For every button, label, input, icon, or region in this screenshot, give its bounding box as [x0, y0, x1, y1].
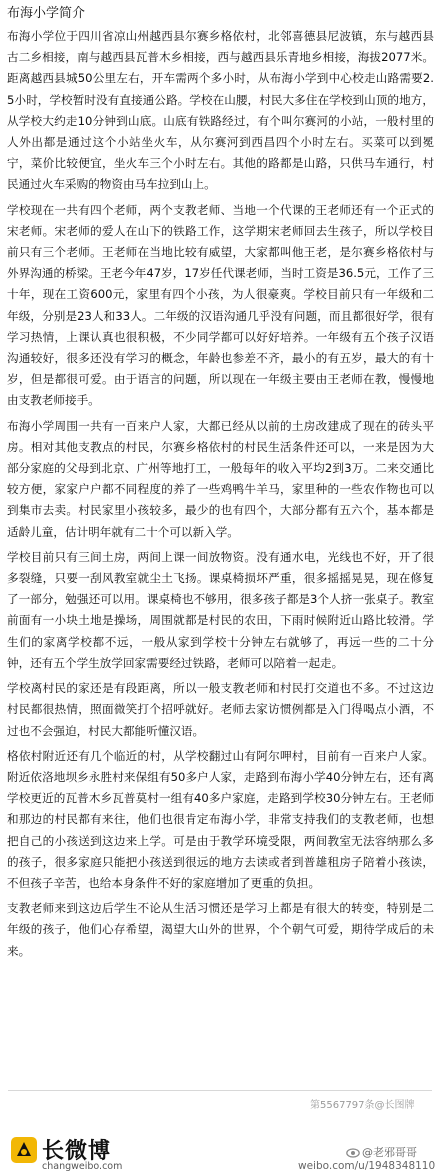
article [7, 4, 434, 966]
brand-name: 长微博 [42, 1139, 112, 1164]
weibo-username: @老邪哥哥 [362, 1146, 417, 1159]
brand-url: changweibo.com [42, 1161, 123, 1172]
changweibo-logo-icon [10, 1136, 38, 1164]
paragraph-villagers: 学校离村民的家还是有段距离，所以一般支教老师和村民打交道也不多。不过这边村民都很热情，照面微笑打个招呼就好。老师去家访惯例都是入门得喝点小酒，不过也不会强迫，村民大都能听懂汉语。 [7, 681, 434, 738]
paragraph-nearby-villages: 格依村附近还有几个临近的村，从学校翻过山有阿尔呷村，目前有一百来户人家。附近依洛地坝乡永胜村来保组有50多户人家，走路到布海小学40分钟左右，还有离学校更近的瓦普木乡瓦普莫村一组有40多户家庭，走路到学校30分钟左右。王老师和那边的村民都有来往，他们也很肯定布海小学，非常支持我们的支教老师，也想把自己的小孩送到这边来上学。可是由于教学环境受限，两间教室无法容纳那么多的孩子，很多家庭只能把小孩送到很远的地方去读或者到普雄租房子陪着小孩读，不但孩子辛苦，也给本身条件不好的家庭增加了更重的负担。 [7, 748, 434, 890]
article-title: 布海小学简介 [7, 6, 86, 21]
paragraph-teachers: 学校现在一共有四个老师，两个支教老师、当地一个代课的王老师还有一个正式的宋老师。宋老师的爱人在山下的铁路工作，这学期宋老师回去生孩子，所以学校目前只有三个老师。王老师在当地比较有威望，大家都叫他王老，是尔赛乡格依村与外界沟通的桥梁。王老今年47岁，17岁任代课老师，当时工资是36.5元，工作了三十年，现在工资600元，家里有四个小孩，为人很豪爽。学校目前只有一年级和二年级，分别是23人和33人。二年级的汉语沟通几乎没有问题，而且都很好学，很有学习热情，上课认真也很积极，不少同学都可以好好培养。一年级有五个孩子汉语沟通较好，很多还没有学习的概念，年龄也参差不齐，最小的有五岁，最大的有十岁，但是都很可爱。由于语言的问题，所以现在一年级主要由王老师在教，慢慢地由支教老师接手。 [7, 202, 434, 408]
footer [0, 1086, 440, 1176]
footer-separator [8, 1090, 432, 1091]
paragraph-village: 布海小学周围一共有一百来户人家，大都已经从以前的土房改建成了现在的砖头平房。相对其他支教点的村民，尔赛乡格依村的村民生活条件还可以，一来是因为大部分家庭的父母到北京、广州等地打工，一般每年的收入平均2到3万。二来交通比较方便，家家户户都不同程度的养了一些鸡鸭牛羊马，家里种的一些农作物也可以到集市去卖。村民家里小孩较多，最少的也有四个，大部分都有五六个，基本都是适龄儿童，估计明年就有二十个可以新入学。 [7, 418, 434, 539]
paragraph-location: 布海小学位于四川省凉山州越西县尔赛乡格依村，北邻喜德县尼波镇，东与越西县古二乡相接，南与越西县瓦普木乡相接，西与越西县乐青地乡相接，海拔2077米。距离越西县城50公里左右，开车需两个多小时，从布海小学到中心校走山路需要2.5小时，学校暂时没有直接通公路。学校在山腰，村民大多住在学校到山顶的地方，从学校大约走10分钟到山底。山底有铁路经过，有个叫尔赛河的小站，一般村里的人外出都是通过这个小站坐火车，从尔赛河到西昌四个小时左右。买菜可以到冕宁，菜价比较便宜，坐火车三个小时左右。其他的路都是山路，只供马车通行，村民通过火车采购的物资由马车拉到山上。 [7, 29, 434, 192]
brand[interactable] [10, 1134, 150, 1174]
weibo-user-link[interactable] [346, 1144, 417, 1160]
post-id-label: 第5567797条@长图牌 [310, 1100, 415, 1111]
paragraph-school-facilities: 学校目前只有三间土房，两间上课一间放物资。没有通水电，光线也不好，开了很多裂缝，只要一刮风教室就尘土飞扬。课桌椅损坏严重，很多摇摇晃晃，现在修复了一部分，勉强还可以用。课桌椅也不够用，很多孩子都是3个人挤一张桌子。教室前面有一小块土地是操场，周围就都是村民的农田，下雨时候附近山路比较滑。学生们的家离学校都不远，一般从家到学校十分钟左右就够了，再远一些的二十分钟，还有五个学生放学回家需要经过铁路，老师可以陪着一起走。 [7, 549, 434, 670]
weibo-eye-icon [346, 1148, 360, 1158]
paragraph-conclusion: 支教老师来到这边后学生不论从生活习惯还是学习上都是有很大的转变，特别是二年级的孩子，他们心存希望，渴望大山外的世界，个个朝气可爱，期待学成后的未来。 [7, 901, 434, 958]
weibo-profile-url[interactable]: weibo.com/u/1948348110 [298, 1160, 436, 1172]
